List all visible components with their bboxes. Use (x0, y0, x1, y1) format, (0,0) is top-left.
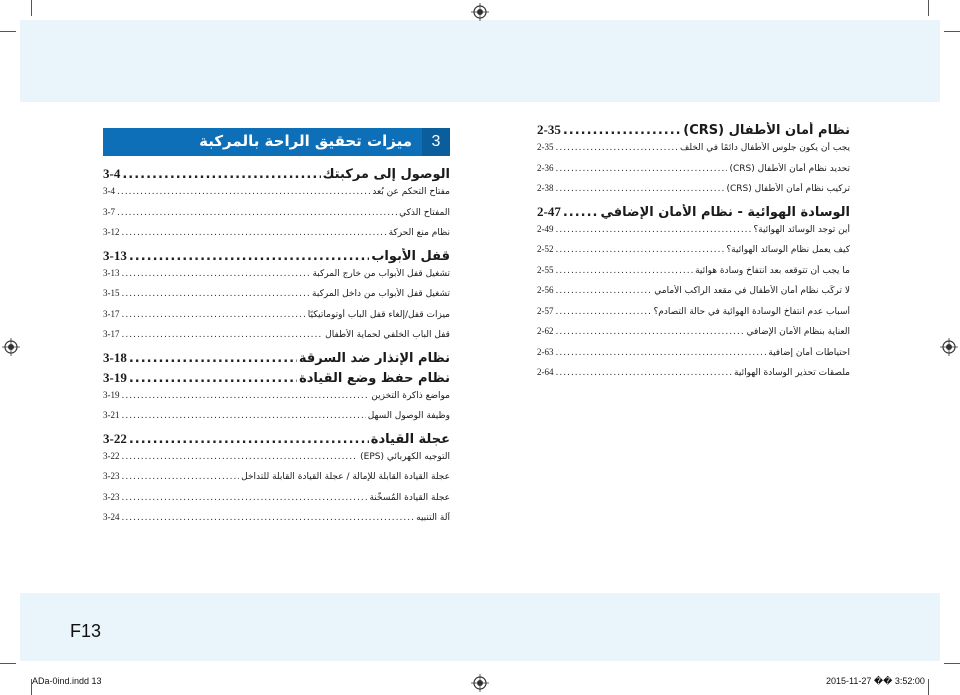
toc-page-ref: 3-17 (103, 329, 120, 339)
toc-title: الوسادة الهوائية - نظام الأمان الإضافي (600, 204, 850, 220)
toc-leader-dots (122, 391, 370, 401)
toc-page-ref: 3-12 (103, 227, 120, 237)
toc-title: يجب أن يكون جلوس الأطفال دائمًا في الخلف (680, 143, 850, 153)
registration-mark-icon (2, 338, 20, 356)
crop-mark (31, 0, 32, 16)
toc-leader-dots (122, 472, 240, 482)
toc-leader-dots (122, 513, 415, 523)
toc-heading-entry[interactable] (537, 204, 850, 224)
toc-heading-entry[interactable] (103, 431, 450, 451)
toc-title: الوصول إلى مركبتك (322, 167, 450, 182)
toc-left-column (103, 166, 450, 533)
toc-entry[interactable] (537, 183, 850, 204)
toc-leader-dots (556, 225, 752, 235)
toc-entry[interactable] (537, 367, 850, 388)
toc-entry[interactable] (103, 309, 450, 330)
section-number: 3 (422, 128, 450, 156)
toc-leader-dots (556, 245, 725, 255)
toc-title: تشغيل قفل الأبواب من داخل المركبة (312, 289, 450, 299)
toc-leader-dots (122, 289, 311, 299)
toc-entry[interactable] (103, 410, 450, 431)
toc-leader-dots (556, 327, 745, 337)
crop-mark (0, 31, 16, 32)
toc-page-ref: 2-62 (537, 326, 554, 336)
toc-entry[interactable] (537, 244, 850, 265)
toc-page-ref: 2-35 (537, 122, 561, 137)
toc-leader-dots (122, 228, 387, 238)
toc-entry[interactable] (537, 347, 850, 368)
toc-page-ref: 2-55 (537, 264, 554, 275)
toc-title: العناية بنظام الأمان الإضافي (746, 327, 850, 337)
toc-page-ref: 3-23 (103, 491, 120, 502)
toc-leader-dots (122, 269, 311, 279)
toc-page-ref: 2-56 (537, 285, 554, 295)
toc-heading-entry[interactable] (103, 350, 450, 370)
toc-entry[interactable] (103, 207, 450, 228)
toc-page-ref: 3-7 (103, 206, 115, 217)
toc-leader-dots (129, 351, 297, 366)
crop-mark (928, 0, 929, 16)
toc-page-ref: 3-13 (103, 247, 127, 263)
toc-leader-dots (129, 249, 369, 264)
section-header (103, 128, 450, 156)
toc-title: قفل الأبواب (371, 248, 450, 264)
toc-leader-dots (556, 307, 652, 317)
toc-title: نظام الإنذار ضد السرقة (298, 350, 450, 366)
toc-entry[interactable] (103, 451, 450, 472)
toc-page-ref: 3-24 (103, 512, 120, 522)
toc-leader-dots (122, 411, 366, 421)
crop-mark (0, 663, 16, 664)
toc-title: تحديد نظام أمان الأطفال (CRS) (729, 163, 850, 174)
toc-entry[interactable] (537, 224, 850, 245)
toc-title: ملصقات تحذير الوسادة الهوائية (734, 368, 850, 378)
toc-page-ref: 2-47 (537, 203, 561, 219)
crop-mark (944, 31, 960, 32)
toc-page-ref: 2-38 (537, 183, 554, 193)
toc-title: قفل الباب الخلفي لحماية الأطفال (325, 330, 450, 340)
top-band (20, 20, 940, 102)
crop-mark (944, 663, 960, 664)
toc-heading-entry[interactable] (103, 370, 450, 390)
toc-leader-dots (122, 493, 368, 503)
toc-page-ref: 3-4 (103, 166, 121, 181)
toc-page-ref: 3-23 (103, 471, 120, 481)
toc-page-ref: 3-13 (103, 267, 120, 278)
toc-page-ref: 3-19 (103, 369, 127, 385)
footer-file-label: ADa-0ind.indd 13 (32, 676, 102, 686)
toc-page-ref: 2-64 (537, 367, 554, 377)
toc-leader-dots (122, 330, 324, 340)
toc-title: مفتاح التحكم عن بُعد (372, 187, 450, 197)
toc-leader-dots (122, 452, 359, 462)
toc-title: تشغيل قفل الأبواب من خارج المركبة (312, 268, 450, 279)
toc-page-ref: 3-15 (103, 288, 120, 298)
toc-heading-entry[interactable] (103, 248, 450, 268)
toc-entry[interactable] (103, 329, 450, 350)
toc-heading-entry[interactable] (537, 122, 850, 142)
toc-page-ref: 2-36 (537, 162, 554, 173)
toc-title: عجلة القيادة المُسخّنة (369, 492, 450, 503)
toc-leader-dots (117, 187, 370, 197)
toc-leader-dots (563, 123, 681, 138)
toc-title: أين توجد الوسائد الهوائية؟ (753, 224, 850, 235)
toc-page-ref: 2-52 (537, 244, 554, 254)
toc-leader-dots (556, 143, 679, 153)
toc-title: ميزات قفل/إلغاء قفل الباب أوتوماتيكيًا (307, 309, 450, 320)
toc-page-ref: 3-22 (103, 450, 120, 461)
toc-leader-dots (117, 208, 397, 218)
toc-title: نظام حفظ وضع القيادة (299, 370, 450, 386)
toc-title: ما يجب أن تتوقعه بعد انتفاخ وسادة هوائية (695, 265, 850, 276)
registration-mark-icon (940, 338, 958, 356)
toc-title: نظام أمان الأطفال (CRS) (683, 123, 850, 138)
toc-entry[interactable] (103, 512, 450, 533)
toc-entry[interactable] (103, 186, 450, 207)
toc-entry[interactable] (537, 326, 850, 347)
toc-leader-dots (122, 167, 320, 182)
toc-title: عجلة القيادة (370, 431, 450, 447)
toc-entry[interactable] (103, 227, 450, 248)
toc-leader-dots (556, 286, 653, 296)
toc-entry[interactable] (537, 285, 850, 306)
toc-title: آلة التنبيه (416, 513, 450, 523)
toc-page-ref: 3-19 (103, 389, 120, 400)
toc-entry[interactable] (103, 471, 450, 492)
toc-title: كيف يعمل نظام الوسائد الهوائية؟ (726, 245, 850, 255)
toc-title: أسباب عدم انتفاخ الوسادة الهوائية في حالة التصادم؟ (653, 306, 850, 317)
toc-leader-dots (563, 205, 599, 220)
registration-mark-icon (471, 674, 489, 692)
toc-right-column (537, 122, 850, 388)
toc-entry[interactable] (537, 163, 850, 184)
bottom-band (20, 593, 940, 661)
toc-title: نظام منع الحركة (388, 228, 450, 238)
toc-leader-dots (556, 266, 694, 276)
toc-page-ref: 3-21 (103, 410, 120, 420)
toc-entry[interactable] (537, 306, 850, 327)
toc-heading-entry[interactable] (103, 166, 450, 186)
toc-page-ref: 3-18 (103, 349, 127, 365)
toc-page-ref: 3-22 (103, 430, 127, 446)
toc-entry[interactable] (103, 390, 450, 411)
toc-title: وظيفة الوصول السهل (367, 411, 450, 421)
toc-title: احتياطات أمان إضافية (768, 347, 850, 358)
toc-leader-dots (122, 310, 306, 320)
toc-leader-dots (556, 164, 728, 174)
footer-date-label: 2015-11-27 �� 3:52:00 (826, 676, 925, 686)
section-title: ميزات تحقيق الراحة بالمركبة (199, 132, 412, 150)
toc-leader-dots (129, 432, 369, 447)
toc-page-ref: 2-35 (537, 142, 554, 152)
toc-page-ref: 2-49 (537, 223, 554, 234)
registration-mark-icon (471, 3, 489, 21)
toc-title: عجلة القيادة القابلة للإمالة / عجلة القيادة القابلة للتداخل (241, 472, 450, 482)
toc-page-ref: 2-57 (537, 305, 554, 316)
toc-entry[interactable] (537, 265, 850, 286)
toc-title: تركيب نظام أمان الأطفال (CRS) (726, 184, 850, 194)
toc-entry[interactable] (537, 142, 850, 163)
crop-mark (928, 679, 929, 695)
toc-entry[interactable] (103, 492, 450, 513)
toc-entry[interactable] (103, 288, 450, 309)
toc-leader-dots (129, 371, 297, 386)
toc-title: مواضع ذاكرة التخزين (371, 390, 450, 401)
toc-title: التوجيه الكهربائي (EPS) (360, 451, 450, 462)
page-number: F13 (70, 621, 102, 641)
toc-page-ref: 3-4 (103, 186, 115, 196)
toc-page-ref: 3-17 (103, 308, 120, 319)
toc-leader-dots (556, 368, 733, 378)
toc-page-ref: 2-63 (537, 346, 554, 357)
toc-leader-dots (556, 348, 767, 358)
toc-entry[interactable] (103, 268, 450, 289)
toc-leader-dots (556, 184, 725, 194)
toc-title: لا تركِّب نظام أمان الأطفال في مقعد الراكب الأمامي (654, 286, 850, 296)
toc-title: المفتاح الذكي (399, 207, 450, 218)
